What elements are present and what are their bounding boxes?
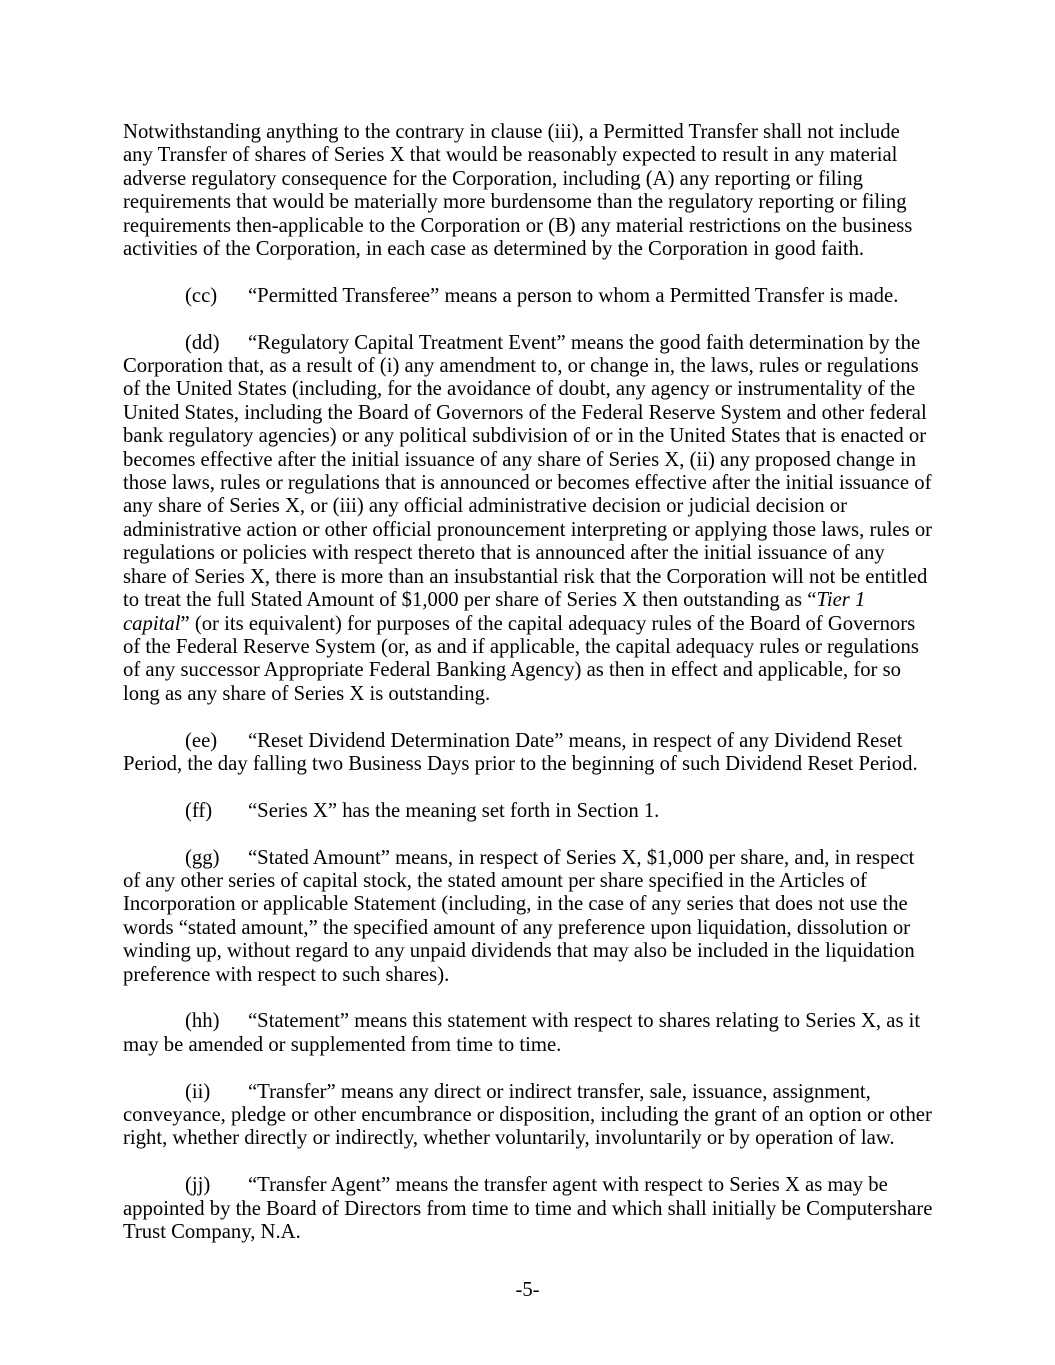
- paragraph-text: “Stated Amount” means, in respect of Series X, $1,000 per share, and, in respect of any other series of capital stock, the stated amount per share specified in the Articles of Incorporation or applicable Statement (including, in the case of any series that does not use the words “stated amount,” the specified amount of any preference upon liquidation, dissolution or winding up, without regard to any unpaid dividends that may also be included in the liquidation preference with respect to such shares).: [123, 846, 915, 986]
- definition-paragraph-jj: [123, 1174, 933, 1244]
- defined-term-italic: Tier 1 capital: [123, 589, 866, 635]
- definition-paragraph-cc: [123, 285, 933, 308]
- paragraph-text: “Transfer Agent” means the transfer agent with respect to Series X as may be appointed by the Board of Directors from time to time and which shall initially be Computershare Trust Company, N.A.: [123, 1174, 933, 1243]
- paragraph-text: “Reset Dividend Determination Date” means, in respect of any Dividend Reset Period, the day falling two Business Days prior to the beginning of such Dividend Reset Period.: [123, 729, 918, 775]
- clause-label-gg: (gg): [185, 846, 220, 869]
- clause-label-ff: (ff): [185, 799, 213, 822]
- paragraph-text: ” (or its equivalent) for purposes of the capital adequacy rules of the Board of Governors of the Federal Reserve System (or, as and if applicable, the capital adequacy rules or regulations of any successor Appropriate Federal Banking Agency) as then in effect and applicable, for so long as any share of Series X is outstanding.: [123, 612, 919, 705]
- clause-label-ii: (ii): [185, 1080, 211, 1103]
- document-content: [123, 121, 933, 1268]
- definition-paragraph-dd: [123, 332, 933, 707]
- clause-label-jj: (jj): [185, 1174, 211, 1197]
- paragraph-text: “Permitted Transferee” means a person to whom a Permitted Transfer is made.: [248, 284, 899, 307]
- definition-paragraph-ff: [123, 800, 933, 823]
- continuation-paragraph: [123, 121, 933, 261]
- definition-paragraph-ee: [123, 730, 933, 777]
- definition-paragraph-gg: [123, 847, 933, 987]
- clause-label-dd: (dd): [185, 331, 220, 354]
- paragraph-text: “Regulatory Capital Treatment Event” means the good faith determination by the Corporation that, as a result of (i) any amendment to, or change in, the laws, rules or regulations of the United States (including, for the avoidance of doubt, any agency or instrumentality of the United States, including the Board of Governors of the Federal Reserve System and other federal bank regulatory agencies) or any political subdivision of or in the United States that is enacted or becomes effective after the initial issuance of any share of Series X, (ii) any proposed change in those laws, rules or regulations that is announced or becomes effective after the initial issuance of any share of Series X, or (iii) any official administrative decision or judicial decision or administrative action or other official pronouncement interpreting or applying those laws, rules or regulations or policies with respect thereto that is announced after the initial issuance of any share of Series X, there is more than an insubstantial risk that the Corporation will not be entitled to treat the full Stated Amount of $1,000 per share of Series X then outstanding as “: [123, 331, 933, 612]
- definition-paragraph-hh: [123, 1010, 933, 1057]
- clause-label-ee: (ee): [185, 729, 218, 752]
- paragraph-text: “Statement” means this statement with respect to shares relating to Series X, as it may be amended or supplemented from time to time.: [123, 1010, 921, 1056]
- paragraph-text: “Series X” has the meaning set forth in Section 1.: [248, 799, 660, 822]
- paragraph-text: Notwithstanding anything to the contrary in clause (iii), a Permitted Transfer shall not include any Transfer of shares of Series X that would be reasonably expected to result in any material adverse regulatory consequence for the Corporation, including (A) any reporting or filing requirements that would be materially more burdensome than the regulatory reporting or filing requirements then-applicable to the Corporation or (B) any material restrictions on the business activities of the Corporation, in each case as determined by the Corporation in good faith.: [123, 121, 913, 261]
- clause-label-hh: (hh): [185, 1010, 220, 1033]
- page-number: -5-: [515, 1279, 540, 1301]
- definition-paragraph-ii: [123, 1081, 933, 1151]
- clause-label-cc: (cc): [185, 284, 218, 307]
- paragraph-text: “Transfer” means any direct or indirect transfer, sale, issuance, assignment, conveyance, pledge or other encumbrance or disposition, including the grant of an option or other right, whether directly or indirectly, whether voluntarily, involuntarily or by operation of law.: [123, 1080, 932, 1150]
